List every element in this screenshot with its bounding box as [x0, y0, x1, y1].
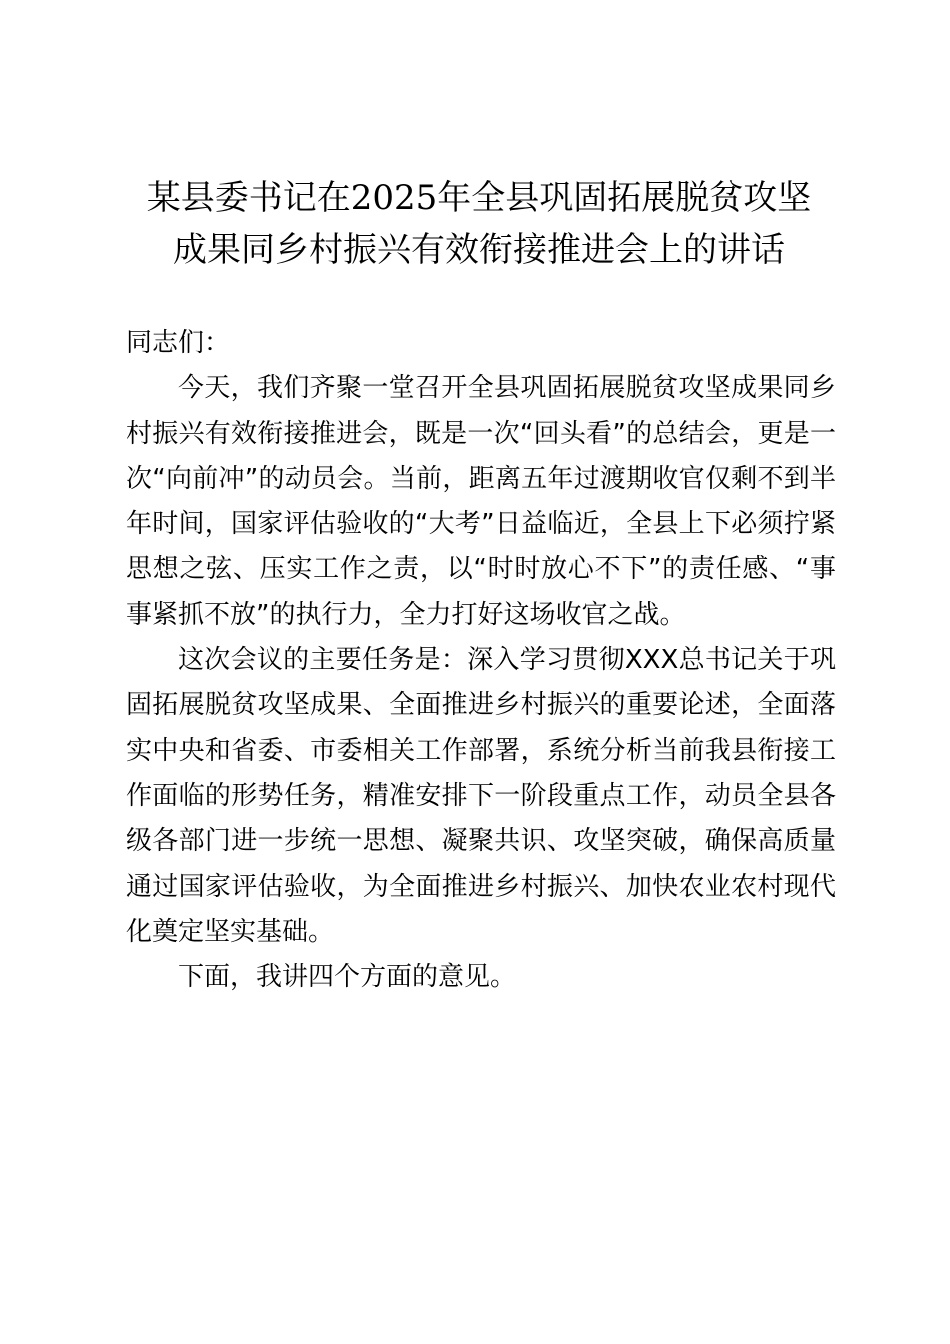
paragraph-tasks: 这次会议的主要任务是：深入学习贯彻XXX总书记关于巩固拓展脱贫攻坚成果、全面推进乡村振兴的重要论述，全面落实中央和省委、市委相关工作部署，系统分析当前我县衔接工作面临的形势任务，精准安排下一阶段重点工作，动员全县各级各部门进一步统一思想、凝聚共识、攻坚突破，确保高质量通过国家评估验收，为全面推进乡村振兴、加快农业农村现代化奠定坚实基础。	[126, 645, 836, 947]
paragraph-opening: 今天，我们齐聚一堂召开全县巩固拓展脱贫攻坚成果同乡村振兴有效衔接推进会，既是一次“回头看”的总结会，更是一次“向前冲”的动员会。当前，距离五年过渡期收官仅剩不到半年时间，国家评估验收的“大考”日益临近，全县上下必须拧紧思想之弦、压实工作之责，以“时时放心不下”的责任感、“事事紧抓不放”的执行力，全力打好这场收官之战。	[126, 373, 836, 630]
paragraph-transition: 下面，我讲四个方面的意见。	[178, 962, 517, 993]
title-line-1: 某县委书记在2025年全县巩固拓展脱贫攻坚	[146, 178, 812, 218]
salutation: 同志们：	[126, 328, 231, 358]
document-body	[126, 321, 836, 1000]
title-line-2: 成果同乡村振兴有效衔接推进会上的讲话	[173, 230, 785, 270]
document-title	[115, 172, 843, 276]
